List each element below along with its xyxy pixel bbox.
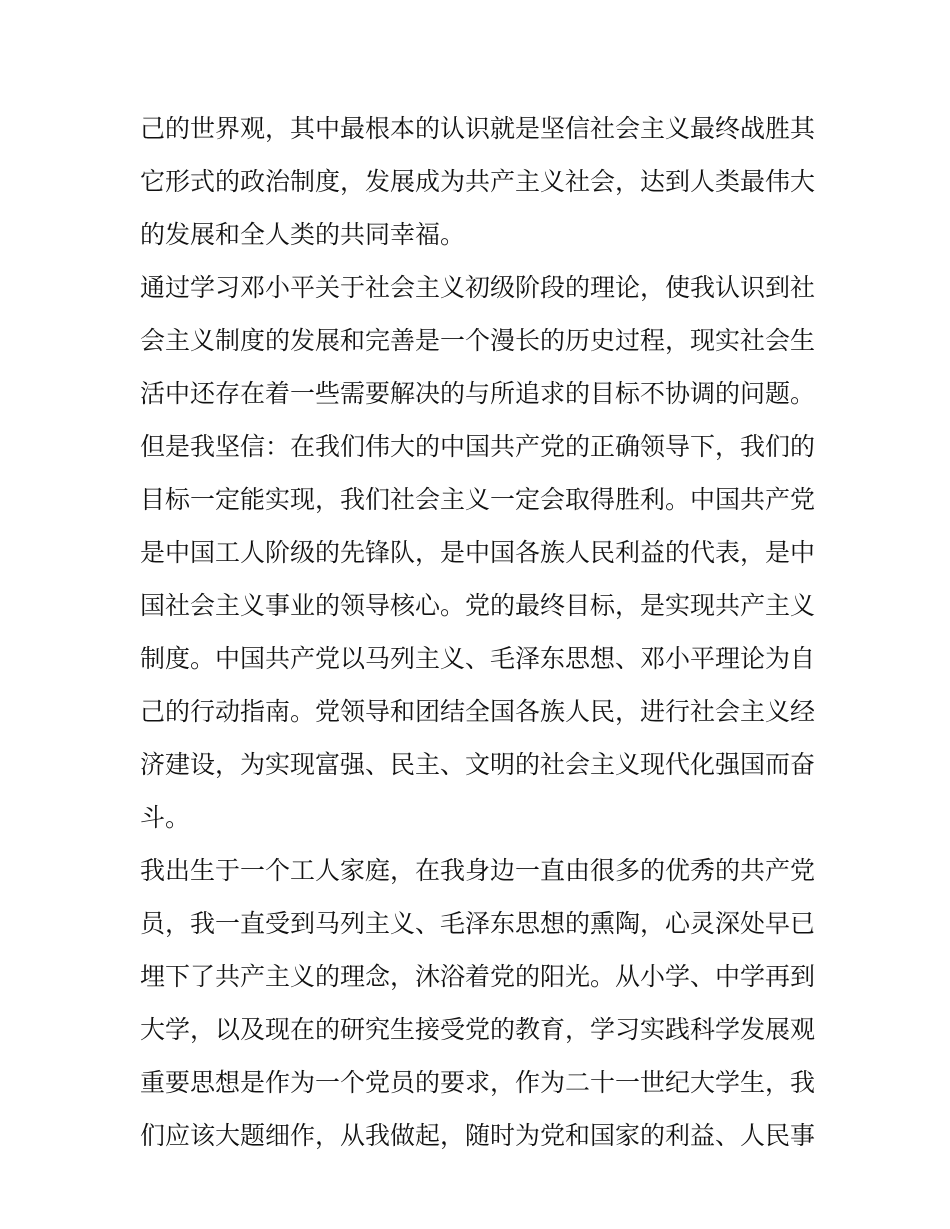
text-line: 己的行动指南。党领导和团结全国各族人民，进行社会主义经 xyxy=(140,697,816,726)
text-line: 员，我一直受到马列主义、毛泽东思想的熏陶，心灵深处早已 xyxy=(140,909,816,938)
text-line: 们应该大题细作，从我做起，随时为党和国家的利益、人民事 xyxy=(140,1121,816,1150)
text-line: 通过学习邓小平关于社会主义初级阶段的理论，使我认识到社 xyxy=(140,273,816,302)
text-line: 斗。 xyxy=(140,803,191,832)
text-line: 目标一定能实现，我们社会主义一定会取得胜利。中国共产党 xyxy=(140,485,816,514)
text-line: 它形式的政治制度，发展成为共产主义社会，达到人类最伟大 xyxy=(140,167,816,196)
text-line: 活中还存在着一些需要解决的与所追求的目标不协调的问题。 xyxy=(140,379,816,408)
text-line: 埋下了共产主义的理念，沐浴着党的阳光。从小学、中学再到 xyxy=(140,962,816,991)
text-line: 己的世界观，其中最根本的认识就是坚信社会主义最终战胜其 xyxy=(140,114,816,143)
text-line: 大学，以及现在的研究生接受党的教育，学习实践科学发展观 xyxy=(140,1015,816,1044)
body-text xyxy=(140,102,820,1162)
text-line: 济建设，为实现富强、民主、文明的社会主义现代化强国而奋 xyxy=(140,750,816,779)
text-line: 制度。中国共产党以马列主义、毛泽东思想、邓小平理论为自 xyxy=(140,644,816,673)
text-line: 重要思想是作为一个党员的要求，作为二十一世纪大学生，我 xyxy=(140,1068,816,1097)
text-line: 的发展和全人类的共同幸福。 xyxy=(140,220,466,249)
text-line: 是中国工人阶级的先锋队，是中国各族人民利益的代表，是中 xyxy=(140,538,816,567)
text-line: 会主义制度的发展和完善是一个漫长的历史过程，现实社会生 xyxy=(140,326,816,355)
text-line: 但是我坚信：在我们伟大的中国共产党的正确领导下，我们的 xyxy=(140,432,816,461)
text-line: 国社会主义事业的领导核心。党的最终目标，是实现共产主义 xyxy=(140,591,816,620)
text-line: 我出生于一个工人家庭，在我身边一直由很多的优秀的共产党 xyxy=(140,856,816,885)
